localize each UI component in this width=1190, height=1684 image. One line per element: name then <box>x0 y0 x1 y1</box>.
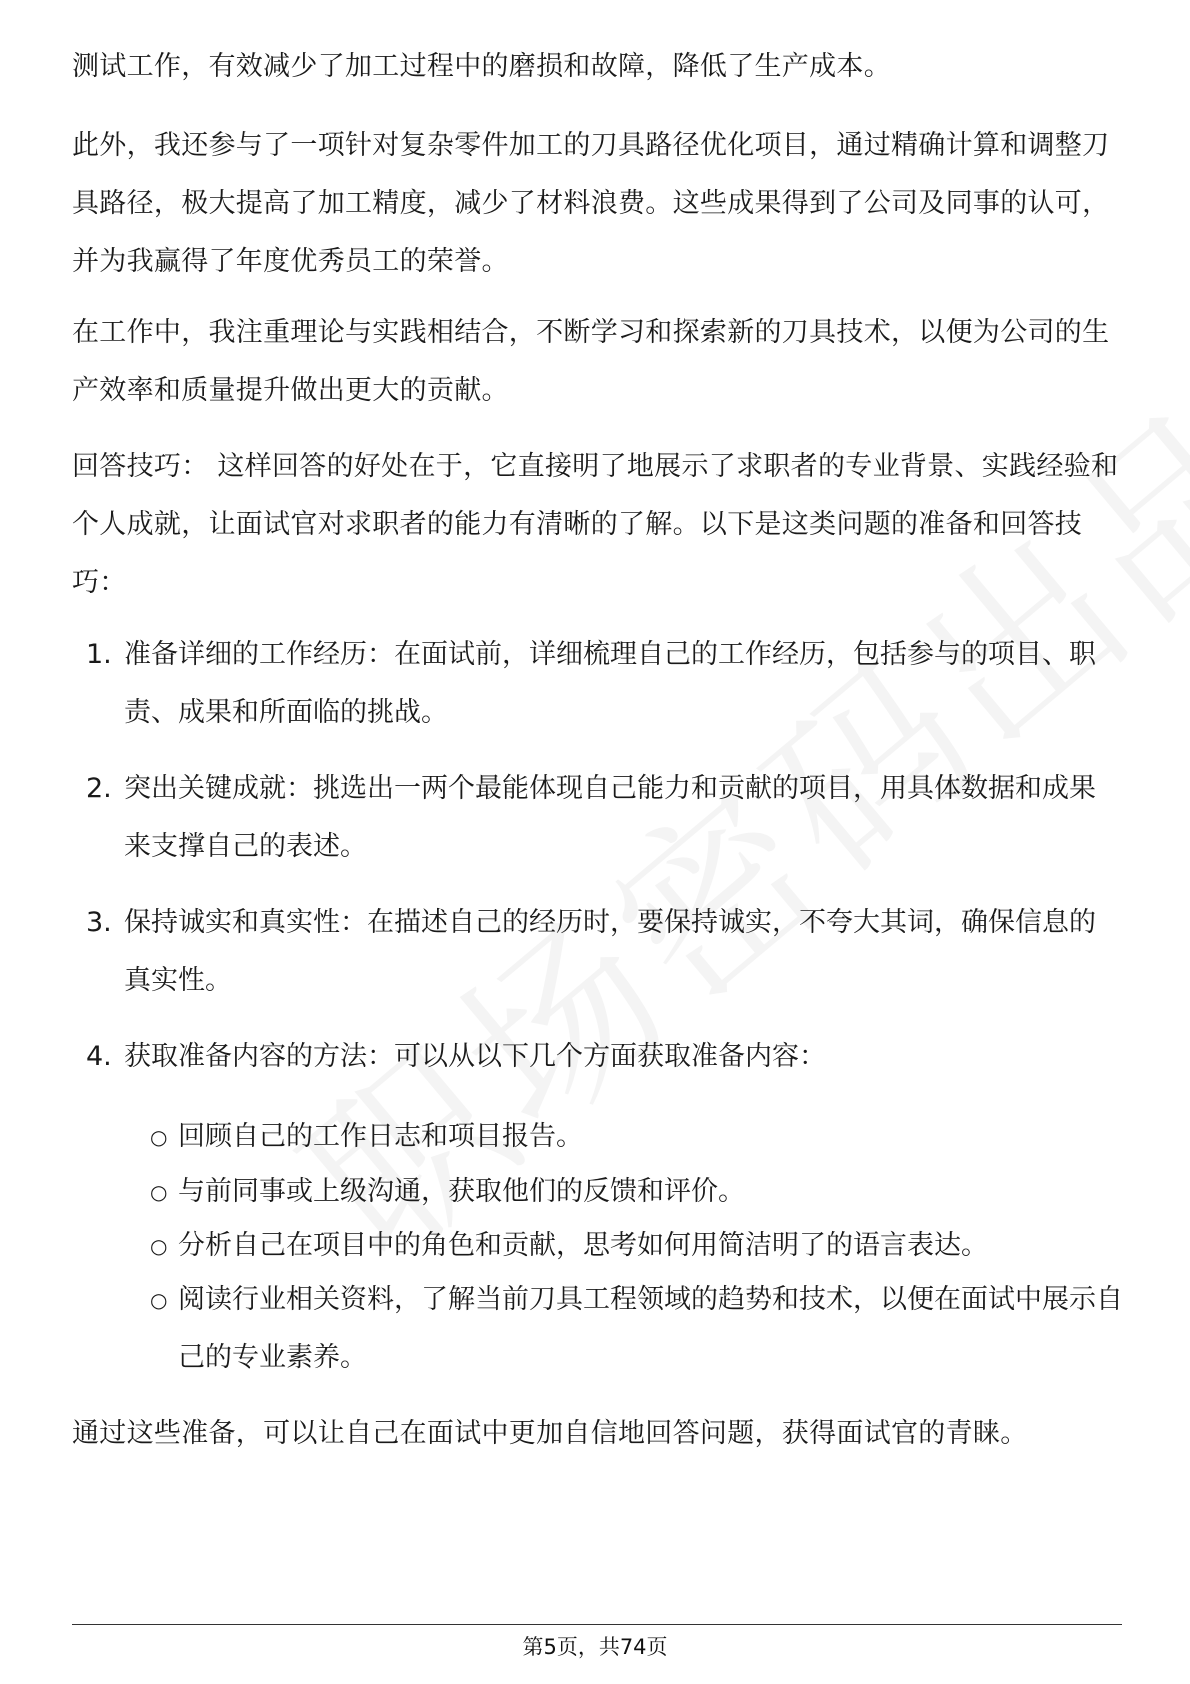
hollow-circle-bullet-icon: ○ <box>150 1234 168 1258</box>
sub-list-item-text: 阅读行业相关资料，了解当前刀具工程领域的趋势和技术，以便在面试中展示自己的专业素养。 <box>178 1284 1123 1373</box>
sub-list-item-text: 与前同事或上级沟通，获取他们的反馈和评价。 <box>178 1176 745 1207</box>
list-item-text: 获取准备内容的方法：可以从以下几个方面获取准备内容： <box>124 1041 826 1072</box>
paragraph-conclusion: 通过这些准备，可以让自己在面试中更加自信地回答问题，获得面试官的青睐。 <box>72 1418 1028 1449</box>
footer-divider <box>72 1624 1122 1625</box>
list-item-text: 保持诚实和真实性：在描述自己的经历时，要保持诚实，不夸大其词，确保信息的真实性。 <box>124 907 1096 996</box>
paragraph-2: 此外，我还参与了一项针对复杂零件加工的刀具路径优化项目，通过精确计算和调整刀具路径，极大提高了加工精度，减少了材料浪费。这些成果得到了公司及同事的认可，并为我赢得了年度优秀员工的荣誉。 <box>72 130 1110 277</box>
sub-list-item <box>150 1163 1130 1221</box>
list-item-text: 突出关键成就：挑选出一两个最能体现自己能力和贡献的项目，用具体数据和成果来支撑自己的表述。 <box>124 773 1096 862</box>
list-item <box>72 894 1122 1010</box>
hollow-circle-bullet-icon: ○ <box>150 1125 168 1149</box>
list-number: 2. <box>86 773 112 804</box>
paragraph-answer-tips: 回答技巧： 这样回答的好处在于，它直接明了地展示了求职者的专业背景、实践经验和个人成就，让面试官对求职者的能力有清晰的了解。以下是这类问题的准备和回答技巧： <box>72 451 1119 598</box>
list-number: 1. <box>86 639 112 670</box>
sub-list-item <box>150 1217 1130 1275</box>
sub-list-item-text: 回顾自己的工作日志和项目报告。 <box>178 1121 583 1152</box>
hollow-circle-bullet-icon: ○ <box>150 1180 168 1204</box>
sub-list-item <box>150 1271 1130 1387</box>
list-item <box>72 760 1122 876</box>
list-item-text: 准备详细的工作经历：在面试前，详细梳理自己的工作经历，包括参与的项目、职责、成果和所面临的挑战。 <box>124 639 1096 728</box>
page-number: 第5页，共74页 <box>522 1635 668 1659</box>
list-number: 3. <box>86 907 112 938</box>
sub-list-item <box>150 1108 1130 1166</box>
list-item <box>72 1028 1122 1086</box>
list-item <box>72 626 1122 742</box>
sub-list-item-text: 分析自己在项目中的角色和贡献，思考如何用简洁明了的语言表达。 <box>178 1230 988 1261</box>
list-number: 4. <box>86 1041 112 1072</box>
hollow-circle-bullet-icon: ○ <box>150 1288 168 1312</box>
paragraph-1: 测试工作，有效减少了加工过程中的磨损和故障，降低了生产成本。 <box>72 51 891 82</box>
paragraph-3: 在工作中，我注重理论与实践相结合，不断学习和探索新的刀具技术，以便为公司的生产效率和质量提升做出更大的贡献。 <box>72 317 1110 406</box>
